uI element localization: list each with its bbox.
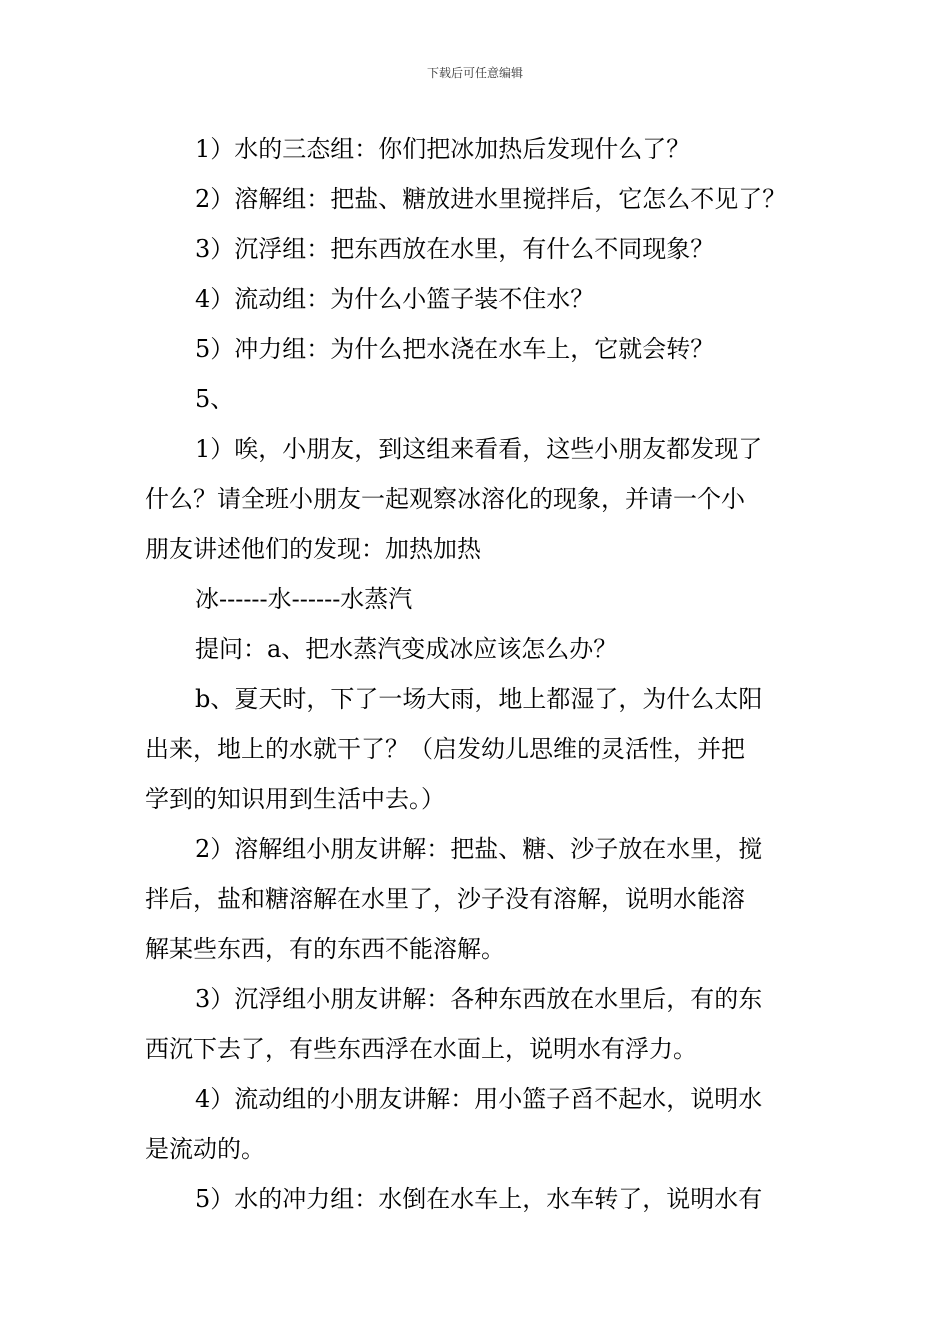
text-line: 5、: [195, 385, 235, 413]
text-line: 是流动的。: [145, 1135, 265, 1163]
text-line: 冰------水------水蒸汽: [195, 585, 413, 613]
text-line: 1）唉，小朋友，到这组来看看，这些小朋友都发现了: [195, 435, 763, 463]
text-line: 4）流动组：为什么小篮子装不住水？: [195, 285, 595, 313]
text-line: 提问：a、把水蒸汽变成冰应该怎么办？: [195, 635, 618, 663]
text-line: 5）水的冲力组：水倒在水车上，水车转了，说明水有: [195, 1185, 763, 1213]
text-line: 拌后，盐和糖溶解在水里了，沙子没有溶解，说明水能溶: [145, 885, 745, 913]
text-line: b、夏天时，下了一场大雨，地上都湿了，为什么太阳: [195, 685, 763, 713]
text-line: 4）流动组的小朋友讲解：用小篮子舀不起水，说明水: [195, 1085, 763, 1113]
text-line: 2）溶解组：把盐、糖放进水里搅拌后，它怎么不见了？: [195, 185, 787, 213]
text-line: 1）水的三态组：你们把冰加热后发现什么了？: [195, 135, 691, 163]
text-line: 3）沉浮组小朋友讲解：各种东西放在水里后，有的东: [195, 985, 763, 1013]
text-line: 2）溶解组小朋友讲解：把盐、糖、沙子放在水里，搅: [195, 835, 763, 863]
page-header: 下载后可任意编辑: [426, 66, 523, 80]
text-line: 什么？请全班小朋友一起观察冰溶化的现象，并请一个小: [145, 485, 745, 513]
text-line: 3）沉浮组：把东西放在水里，有什么不同现象？: [195, 235, 715, 263]
text-line: 解某些东西，有的东西不能溶解。: [145, 935, 505, 963]
text-line: 出来，地上的水就干了？（启发幼儿思维的灵活性，并把: [145, 735, 745, 763]
text-line: 学到的知识用到生活中去。）: [145, 785, 445, 813]
text-line: 西沉下去了，有些东西浮在水面上，说明水有浮力。: [145, 1035, 697, 1063]
text-line: 朋友讲述他们的发现：加热加热: [145, 535, 481, 563]
text-line: 5）冲力组：为什么把水浇在水车上，它就会转？: [195, 335, 715, 363]
